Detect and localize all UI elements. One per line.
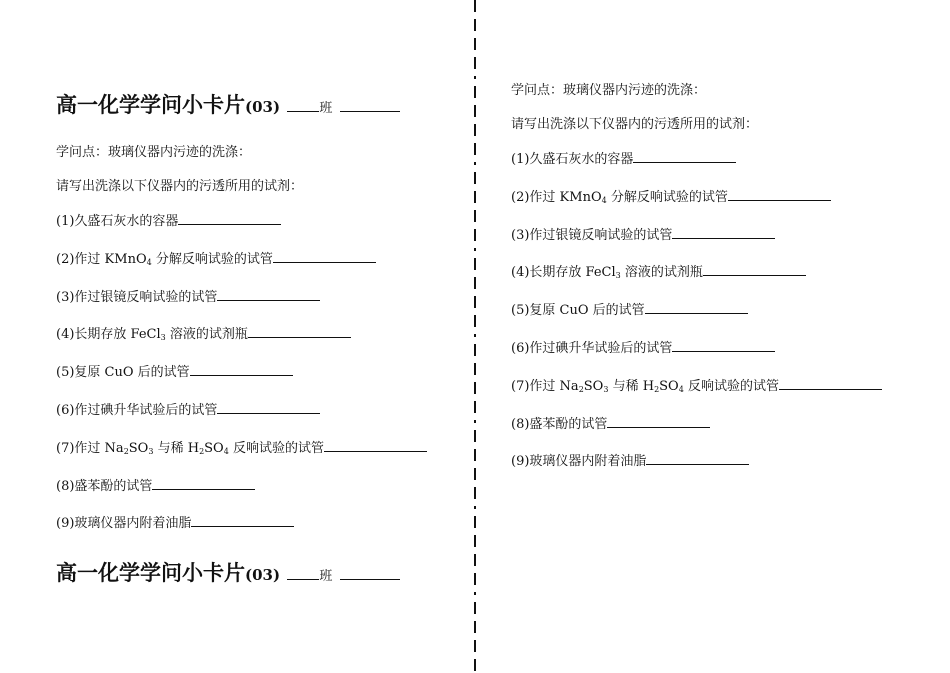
question-9-right xyxy=(511,452,749,471)
q7-mid3-right: SO xyxy=(659,379,679,394)
divider-dash xyxy=(474,554,476,566)
q7-sub3: 2 xyxy=(199,447,205,456)
divider-dash xyxy=(474,191,476,203)
divider-dash xyxy=(474,334,476,337)
title-code-2: (03) xyxy=(245,566,281,584)
divider-dash xyxy=(474,363,476,375)
q7-sub2-right: 3 xyxy=(603,385,609,394)
question-9-text-right: (9)玻璃仪器内附着油脂 xyxy=(511,454,647,469)
q7-sub1-right: 2 xyxy=(578,385,584,394)
answer-blank-1-right[interactable] xyxy=(633,150,736,163)
divider-dash xyxy=(474,573,476,585)
q2-post-right: 分解反响试验的试管 xyxy=(606,190,728,205)
divider-dash xyxy=(474,315,476,327)
answer-blank-3-right[interactable] xyxy=(672,226,775,239)
q7-mid1: SO xyxy=(128,441,149,456)
name-blank[interactable] xyxy=(340,99,400,112)
q7-pre: (7)作过 Na xyxy=(56,441,124,456)
question-4 xyxy=(56,325,351,344)
divider-dash xyxy=(474,248,476,251)
card-title xyxy=(56,89,400,119)
answer-blank-9[interactable] xyxy=(191,514,294,527)
title-main: 高一化学学问小卡片 xyxy=(56,92,245,117)
question-8 xyxy=(56,477,255,496)
name-blank-2[interactable] xyxy=(340,567,400,580)
q2-pre: (2)作过 KMnO xyxy=(56,252,147,267)
q4-post-right: 溶液的试剂瓶 xyxy=(620,265,703,280)
divider-dash xyxy=(474,468,476,480)
divider-dash xyxy=(474,296,476,308)
divider-dash xyxy=(474,172,476,184)
question-3-text: (3)作过银镜反响试验的试管 xyxy=(56,290,218,305)
divider-dash xyxy=(474,105,476,117)
answer-blank-3[interactable] xyxy=(217,288,320,301)
q2-sub-right: 4 xyxy=(601,196,607,205)
divider-dash xyxy=(474,516,476,528)
divider-dash xyxy=(474,602,476,614)
q4-pre: (4)长期存放 FeCl xyxy=(56,327,161,342)
q7-sub1: 2 xyxy=(123,447,129,456)
divider-dash xyxy=(474,506,476,509)
divider-dash xyxy=(474,57,476,69)
question-1 xyxy=(56,212,281,231)
question-7-right xyxy=(511,377,882,396)
question-2 xyxy=(56,250,376,269)
q7-post-right: 反响试验的试管 xyxy=(683,379,779,394)
divider-dash xyxy=(474,449,476,461)
divider-dash xyxy=(474,592,476,595)
answer-blank-5-right[interactable] xyxy=(645,301,748,314)
divider-dash xyxy=(474,38,476,50)
q2-post: 分解反响试验的试管 xyxy=(151,252,273,267)
divider-dash xyxy=(474,162,476,165)
q4-post: 溶液的试剂瓶 xyxy=(165,327,248,342)
title-code: (03) xyxy=(245,98,281,116)
divider-dash xyxy=(474,0,476,12)
q7-mid3: SO xyxy=(204,441,224,456)
question-8-right xyxy=(511,415,710,434)
question-3-right xyxy=(511,226,775,245)
question-8-text-right: (8)盛苯酚的试管 xyxy=(511,417,608,432)
divider-dash xyxy=(474,210,476,222)
question-7 xyxy=(56,439,427,458)
answer-blank-2-right[interactable] xyxy=(728,188,831,201)
question-3-text-right: (3)作过银镜反响试验的试管 xyxy=(511,228,673,243)
topic-line-right: 学问点：玻璃仪器内污迹的洗涤： xyxy=(511,83,707,98)
q2-sub: 4 xyxy=(146,258,152,267)
class-blank-2[interactable] xyxy=(287,567,319,580)
answer-blank-2[interactable] xyxy=(273,250,376,263)
question-6 xyxy=(56,401,320,420)
question-8-text: (8)盛苯酚的试管 xyxy=(56,479,153,494)
question-1-text-right: (1)久盛石灰水的容器 xyxy=(511,152,634,167)
divider-dash xyxy=(474,535,476,547)
divider-dash xyxy=(474,143,476,155)
question-5-right xyxy=(511,301,748,320)
question-6-right xyxy=(511,339,775,358)
dashed-divider xyxy=(474,0,476,673)
answer-blank-8-right[interactable] xyxy=(607,415,710,428)
answer-blank-6-right[interactable] xyxy=(672,339,775,352)
divider-dash xyxy=(474,621,476,633)
q7-mid2-right: 与稀 H xyxy=(608,379,655,394)
q7-sub2: 3 xyxy=(148,447,154,456)
divider-dash xyxy=(474,420,476,423)
question-9 xyxy=(56,514,294,533)
answer-blank-4[interactable] xyxy=(248,325,351,338)
divider-dash xyxy=(474,401,476,413)
answer-blank-9-right[interactable] xyxy=(646,452,749,465)
divider-dash xyxy=(474,659,476,671)
question-5 xyxy=(56,363,293,382)
q2-pre-right: (2)作过 KMnO xyxy=(511,190,602,205)
question-6-text-right: (6)作过碘升华试验后的试管 xyxy=(511,341,673,356)
answer-blank-4-right[interactable] xyxy=(703,263,806,276)
q7-pre-right: (7)作过 Na xyxy=(511,379,579,394)
question-5-text: (5)复原 CuO 后的试管 xyxy=(56,365,190,380)
q7-post: 反响试验的试管 xyxy=(228,441,324,456)
class-label-2: 班 xyxy=(319,569,333,584)
instruction-line: 请写出洗涤以下仪器内的污透所用的试剂： xyxy=(56,179,304,194)
divider-dash xyxy=(474,124,476,136)
q7-sub4: 4 xyxy=(223,447,229,456)
answer-blank-8[interactable] xyxy=(152,477,255,490)
question-3 xyxy=(56,288,320,307)
divider-dash xyxy=(474,19,476,31)
q7-mid1-right: SO xyxy=(583,379,604,394)
divider-dash xyxy=(474,430,476,442)
answer-blank-7-right[interactable] xyxy=(779,377,882,390)
divider-dash xyxy=(474,86,476,98)
question-2-right xyxy=(511,188,831,207)
divider-dash xyxy=(474,229,476,241)
q4-sub: 3 xyxy=(160,333,166,342)
divider-dash xyxy=(474,487,476,499)
answer-blank-6[interactable] xyxy=(217,401,320,414)
card-title-second xyxy=(56,557,400,587)
question-9-text: (9)玻璃仪器内附着油脂 xyxy=(56,516,192,531)
divider-dash xyxy=(474,382,476,394)
question-4-right xyxy=(511,263,806,282)
question-1-right xyxy=(511,150,736,169)
class-label: 班 xyxy=(319,101,333,116)
answer-blank-5[interactable] xyxy=(190,363,293,376)
class-blank[interactable] xyxy=(287,99,319,112)
topic-line: 学问点：玻璃仪器内污迹的洗涤： xyxy=(56,145,252,160)
divider-dash xyxy=(474,344,476,356)
question-5-text-right: (5)复原 CuO 后的试管 xyxy=(511,303,645,318)
divider-dash xyxy=(474,76,476,79)
divider-dash xyxy=(474,277,476,289)
divider-dash xyxy=(474,258,476,270)
divider-dash xyxy=(474,640,476,652)
q7-mid2: 与稀 H xyxy=(153,441,200,456)
q7-sub4-right: 4 xyxy=(678,385,684,394)
question-6-text: (6)作过碘升华试验后的试管 xyxy=(56,403,218,418)
instruction-line-right: 请写出洗涤以下仪器内的污透所用的试剂： xyxy=(511,117,759,132)
question-1-text: (1)久盛石灰水的容器 xyxy=(56,214,179,229)
q4-sub-right: 3 xyxy=(615,271,621,280)
answer-blank-1[interactable] xyxy=(178,212,281,225)
title-main-2: 高一化学学问小卡片 xyxy=(56,560,245,585)
answer-blank-7[interactable] xyxy=(324,439,427,452)
q7-sub3-right: 2 xyxy=(654,385,660,394)
q4-pre-right: (4)长期存放 FeCl xyxy=(511,265,616,280)
